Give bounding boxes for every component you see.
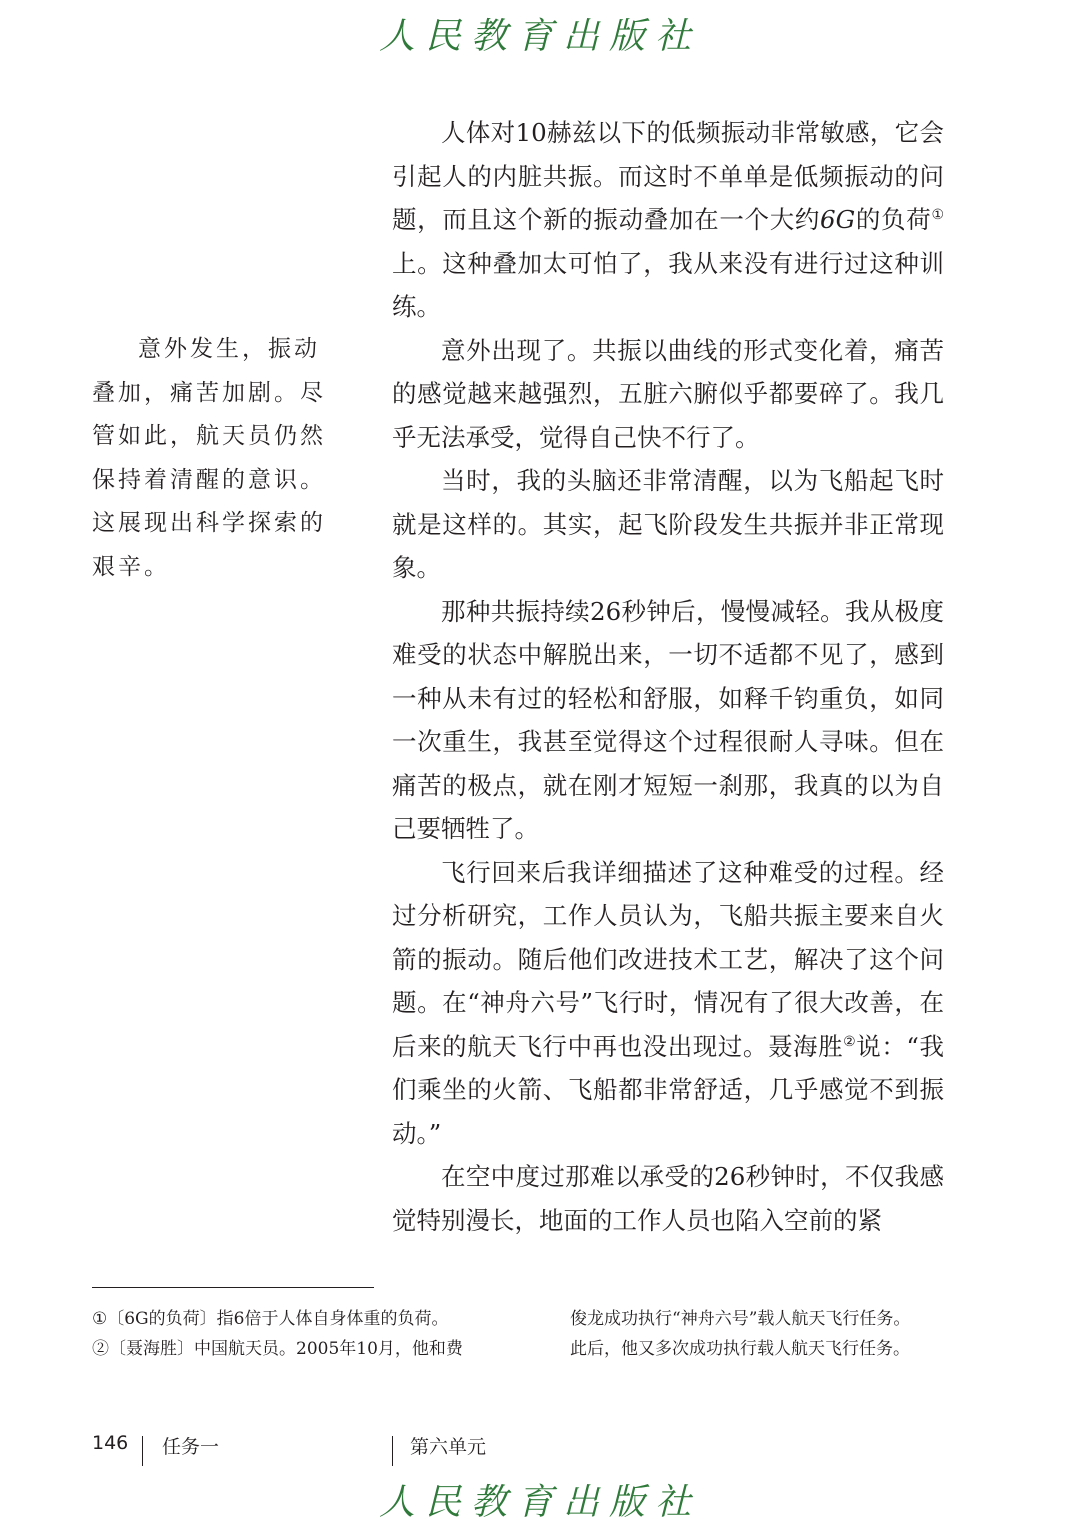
paragraph-1	[392, 111, 944, 329]
footer-task: 任务一	[162, 1436, 220, 1458]
p1-part-b: 的负荷	[855, 205, 932, 234]
margin-note-text: 意外发生，振动叠加，痛苦加剧。尽管如此，航天员仍然保持着清醒的意识。这展现出科学探索的艰辛。	[92, 336, 326, 580]
paragraph-6: 在空中度过那难以承受的26秒钟时，不仅我感觉特别漫长，地面的工作人员也陷入空前的紧	[392, 1162, 944, 1235]
publisher-logo-top: 人民教育出版社	[378, 16, 701, 57]
footer-divider-2	[392, 1436, 393, 1466]
footer-divider-1	[142, 1436, 143, 1466]
paragraph-3: 当时，我的头脑还非常清醒，以为飞船起飞时就是这样的。其实，起飞阶段发生共振并非正常现象。	[392, 466, 944, 582]
load-6g: 6G	[820, 205, 856, 234]
margin-note	[92, 328, 332, 589]
publisher-logo-bottom: 人民教育出版社	[378, 1482, 701, 1523]
footer-unit: 第六单元	[410, 1436, 487, 1458]
paragraph-2: 意外出现了。共振以曲线的形式变化着，痛苦的感觉越来越强烈，五脏六腑似乎都要碎了。我几乎无法承受，觉得自己快不行了。	[392, 335, 944, 452]
footnote-2-cont-1: 俊龙成功执行“神舟六号”载人航天飞行任务。	[570, 1309, 911, 1329]
page-number: 146	[92, 1432, 129, 1454]
paragraph-5	[392, 851, 944, 1156]
p1-part-a: 人体对10赫兹以下的低频振动非常敏感，它会引起人的内脏共振。而这时不单单是低频振动的问题，而且这个新的振动叠加在一个大约	[392, 118, 944, 234]
p1-part-c: 上。这种叠加太可怕了，我从来没有进行过这种训练。	[392, 248, 944, 321]
footnote-2-start: ②〔聂海胜〕中国航天员。2005年10月，他和费	[92, 1339, 463, 1359]
footnote-2-cont-2: 此后，他又多次成功执行载人航天飞行任务。	[570, 1339, 910, 1359]
p5-part-b: 说：“我们乘坐的火箭、飞船都非常舒适，几乎感觉不到振动。”	[392, 1031, 944, 1148]
paragraph-4: 那种共振持续26秒钟后，慢慢减轻。我从极度难受的状态中解脱出来，一切不适都不见了，感到一种从未有过的轻松和舒服，如释千钧重负，如同一次重生，我甚至觉得这个过程很耐人寻味。但在痛苦的极点，就在刚才短短一刹那，我真的以为自己要牺牲了。	[392, 596, 944, 843]
footnote-1: ①〔6G的负荷〕指6倍于人体自身体重的负荷。	[92, 1309, 449, 1329]
footnote-divider	[92, 1287, 374, 1288]
main-text	[392, 111, 944, 1242]
footnote-ref-2[interactable]: ②	[843, 1033, 857, 1050]
footnotes-left-column	[92, 1304, 512, 1364]
footnotes-right-column	[570, 1304, 950, 1364]
footnote-ref-1[interactable]: ①	[931, 206, 944, 223]
p5-part-a: 飞行回来后我详细描述了这种难受的过程。经过分析研究，工作人员认为，飞船共振主要来自火箭的振动。随后他们改进技术工艺，解决了这个问题。在“神舟六号”飞行时，情况有了很大改善，在后来的航天飞行中再也没出现过。聂海胜	[392, 857, 944, 1061]
